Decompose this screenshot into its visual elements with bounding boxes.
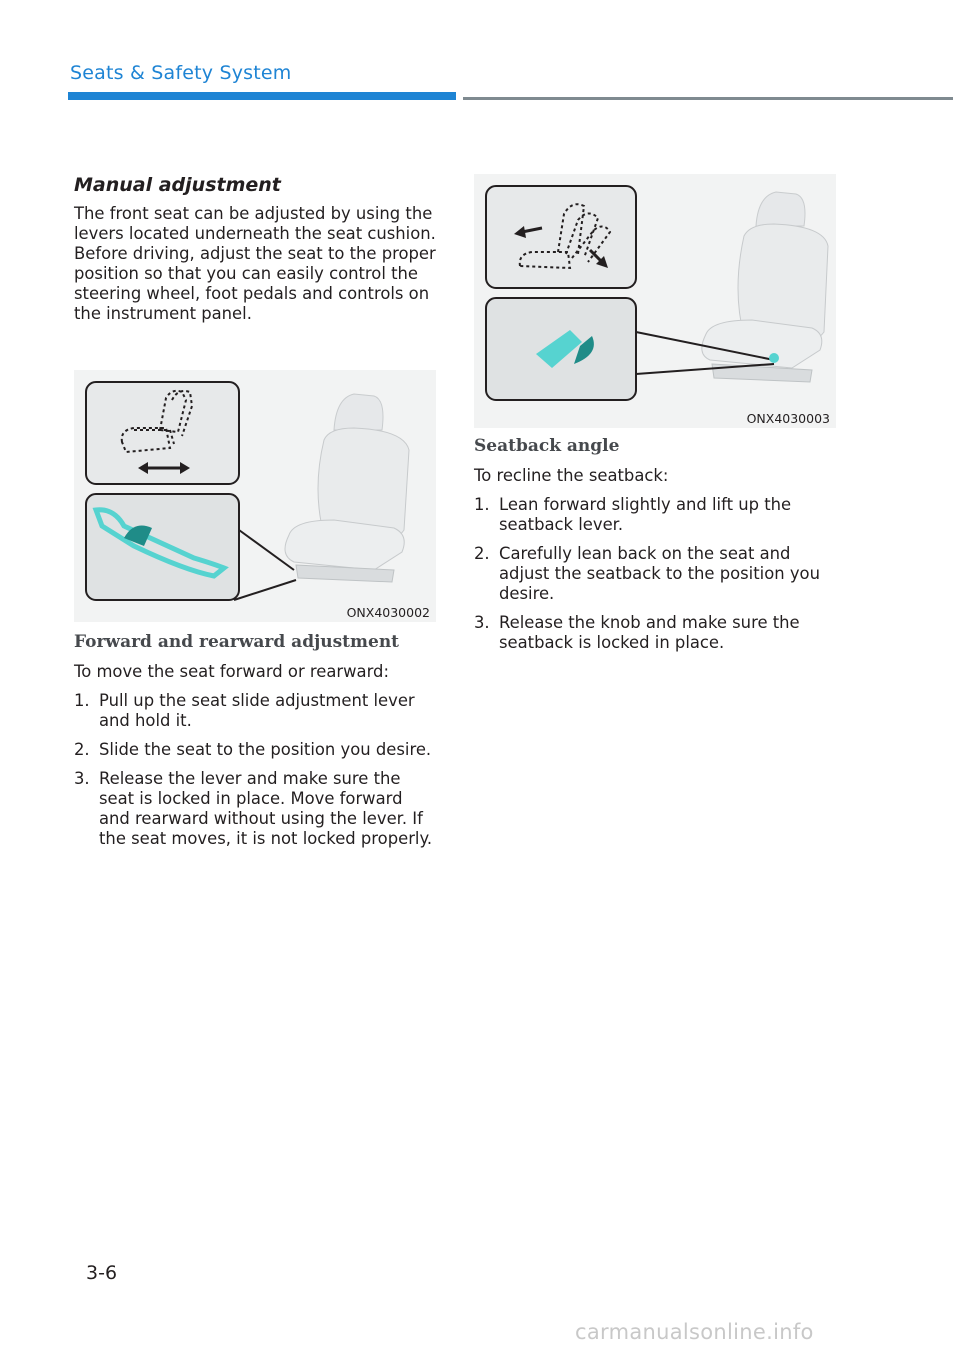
header-accent-bar bbox=[68, 92, 456, 100]
section-heading: Manual adjustment bbox=[74, 174, 281, 196]
seatback-figure bbox=[474, 174, 836, 428]
seat-slide-figure bbox=[74, 370, 436, 622]
forward-rearward-section bbox=[74, 632, 436, 858]
seat-drawing bbox=[285, 394, 409, 582]
manual-adjustment-section bbox=[74, 174, 436, 324]
list-item: 3. Release the knob and make sure the seatback is locked in place. bbox=[474, 613, 800, 652]
figure-code: ONX4030002 bbox=[346, 605, 430, 620]
forward-rearward-steps bbox=[74, 691, 436, 849]
watermark-text: carmanualsonline.info bbox=[575, 1320, 814, 1344]
seatback-lead: To recline the seatback: bbox=[474, 466, 669, 485]
seat-drawing bbox=[702, 192, 828, 382]
inset-recline-diagram bbox=[486, 186, 636, 288]
list-item: 2. Slide the seat to the position you desire. bbox=[74, 740, 432, 759]
seatback-steps bbox=[474, 495, 836, 653]
forward-rearward-lead: To move the seat forward or rearward: bbox=[74, 662, 389, 681]
subheading-forward-rearward: Forward and rearward adjustment bbox=[74, 632, 400, 652]
page-number: 3-6 bbox=[86, 1262, 118, 1284]
seatback-illustration bbox=[474, 174, 836, 428]
list-item: 2. Carefully lean back on the seat and adjust the seatback to the position you desire. bbox=[474, 544, 820, 603]
intro-paragraph: The front seat can be adjusted by using the levers located underneath the seat cushion. Before driving, adjust the seat to the proper position so that you can easily control the steering wheel, foot pedals and controls on the instrument panel. bbox=[74, 204, 436, 323]
seatback-angle-section bbox=[474, 436, 836, 662]
list-item: 3. Release the lever and make sure the seat is locked in place. Move forward and rearward without using the lever. If the seat moves, it is not locked properly. bbox=[74, 769, 433, 848]
header-rule bbox=[463, 97, 953, 100]
list-item: 1. Lean forward slightly and lift up the seatback lever. bbox=[474, 495, 792, 534]
list-item: 1. Pull up the seat slide adjustment lever and hold it. bbox=[74, 691, 415, 730]
seat-slide-illustration bbox=[74, 370, 436, 622]
section-title: Seats & Safety System bbox=[70, 62, 292, 84]
figure-code: ONX4030003 bbox=[746, 411, 830, 426]
subheading-seatback-angle: Seatback angle bbox=[474, 436, 620, 456]
